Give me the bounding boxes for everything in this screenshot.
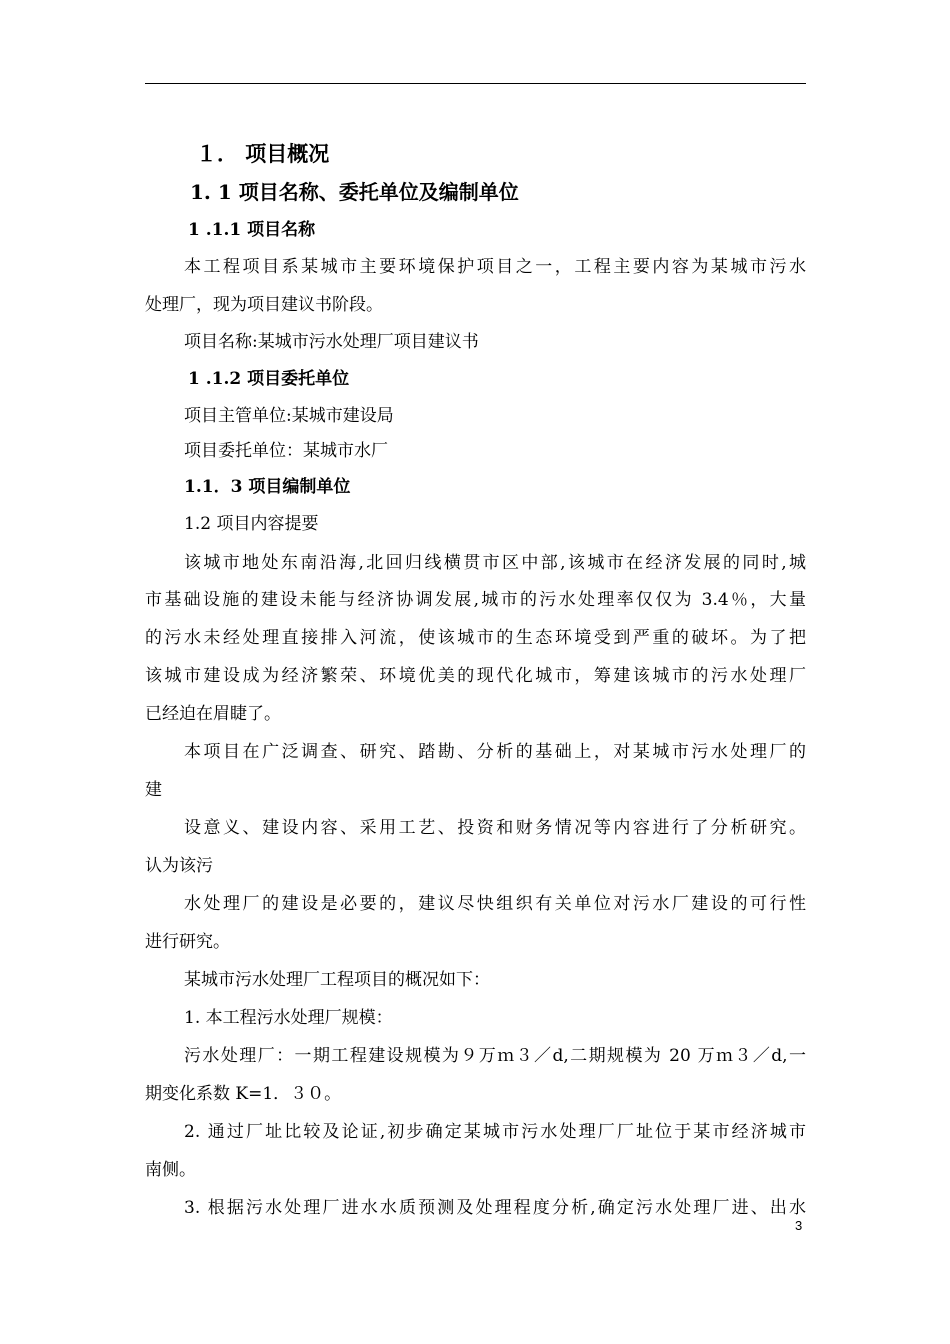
paragraph-line: 已经迫在眉睫了。	[145, 704, 281, 724]
paragraph-line: 市基础设施的建设未能与经济协调发展,城市的污水处理率仅仅为 3.4％，大量	[145, 590, 806, 610]
heading-1-1-2: 1 .1.2 项目委托单位	[188, 369, 350, 389]
list-item: 2. 通过厂址比较及论证,初步确定某城市污水处理厂厂址位于某市经济城市	[184, 1122, 806, 1142]
paragraph-line: 进行研究。	[145, 932, 230, 952]
paragraph-line: 该城市建设成为经济繁荣、环境优美的现代化城市，筹建该城市的污水处理厂	[145, 666, 806, 686]
client-line: 项目委托单位：某城市水厂	[184, 441, 388, 461]
page-number: 3	[795, 1218, 803, 1233]
paragraph-line: 认为该污	[145, 856, 213, 876]
paragraph-line: 处理厂，现为项目建议书阶段。	[145, 295, 383, 315]
heading-1: １． 项目概况	[196, 141, 330, 166]
paragraph-line: 某城市污水处理厂工程项目的概况如下：	[184, 970, 490, 990]
heading-1-2: 1.2 项目内容提要	[184, 514, 319, 534]
paragraph-line: 的污水未经处理直接排入河流，使该城市的生态环境受到严重的破坏。为了把	[145, 628, 806, 648]
paragraph-line: 期变化系数 K=1．３０。	[145, 1084, 342, 1104]
list-item: 1. 本工程污水处理厂规模：	[184, 1008, 393, 1028]
heading-1-1: 1. 1 项目名称、委托单位及编制单位	[190, 180, 519, 204]
heading-1-1-1: 1 .1.1 项目名称	[188, 220, 316, 240]
project-name-line: 项目名称:某城市污水处理厂项目建议书	[184, 332, 479, 352]
authority-line: 项目主管单位:某城市建设局	[184, 406, 394, 426]
paragraph-line: 水处理厂的建设是必要的，建议尽快组织有关单位对污水厂建设的可行性	[184, 894, 806, 914]
paragraph-line: 建	[145, 780, 162, 800]
header-rule	[145, 83, 806, 84]
paragraph-line: 设意义、建设内容、采用工艺、投资和财务情况等内容进行了分析研究。	[184, 818, 806, 838]
heading-1-1-3: 1.1．3 项目编制单位	[184, 477, 351, 497]
paragraph-line: 该城市地处东南沿海,北回归线横贯市区中部,该城市在经济发展的同时,城	[184, 553, 806, 573]
paragraph-line: 本工程项目系某城市主要环境保护项目之一，工程主要内容为某城市污水	[184, 257, 806, 277]
paragraph-line: 本项目在广泛调查、研究、踏勘、分析的基础上，对某城市污水处理厂的	[184, 742, 806, 762]
paragraph-line: 污水处理厂：一期工程建设规模为９万ｍ３／d,二期规模为 20 万ｍ３／d,一	[184, 1046, 806, 1066]
list-item: 3. 根据污水处理厂进水水质预测及处理程度分析,确定污水处理厂进、出水	[184, 1198, 806, 1218]
paragraph-line: 南侧。	[145, 1160, 196, 1180]
